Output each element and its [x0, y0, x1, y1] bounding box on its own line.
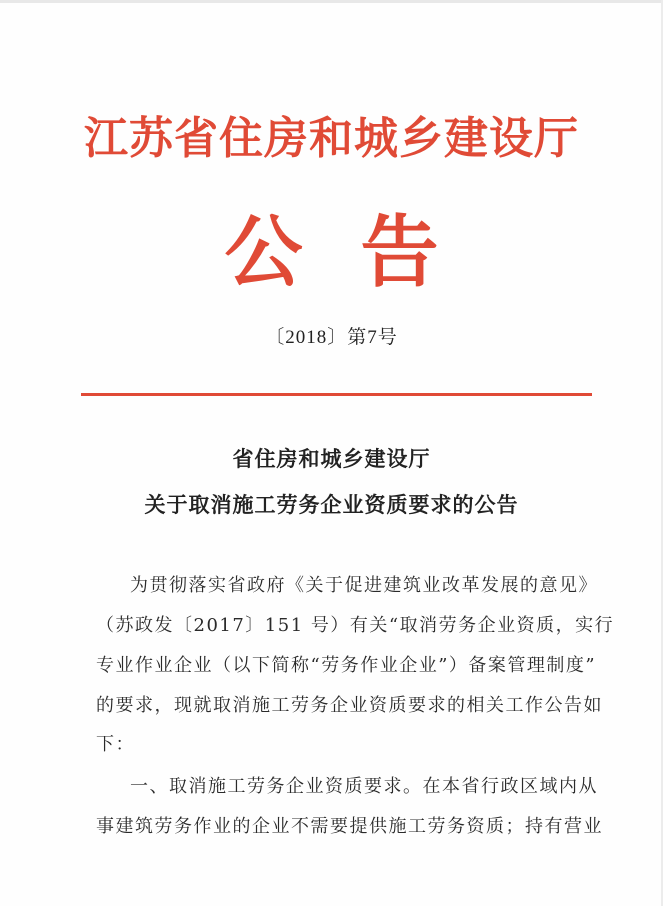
red-divider-line: [81, 393, 592, 396]
page-edge-top: [0, 0, 663, 3]
document-type-title: 公告: [224, 207, 497, 298]
body-paragraph-line: 专业作业企业（以下简称“劳务作业企业”）备案管理制度”: [96, 655, 597, 676]
body-paragraph-line: 一、取消施工劳务企业资质要求。在本省行政区域内从: [130, 776, 598, 797]
body-paragraph-line: 下：: [96, 734, 135, 755]
body-paragraph-line: 事建筑劳务作业的企业不需要提供施工劳务资质；持有营业: [96, 816, 603, 837]
notice-heading-line-2: 关于取消施工劳务企业资质要求的公告: [144, 492, 519, 517]
issuing-authority-title: 江苏省住房和城乡建设厅: [84, 113, 579, 164]
body-paragraph-line: 为贯彻落实省政府《关于促进建筑业改革发展的意见》: [130, 575, 598, 596]
body-paragraph-line: 的要求，现就取消施工劳务企业资质要求的相关工作公告如: [96, 695, 603, 716]
body-paragraph-line: （苏政发〔2017〕151 号）有关“取消劳务企业资质，实行: [96, 615, 615, 636]
notice-heading-line-1: 省住房和城乡建设厅: [232, 446, 431, 471]
document-number: 〔2018〕第7号: [265, 327, 398, 348]
